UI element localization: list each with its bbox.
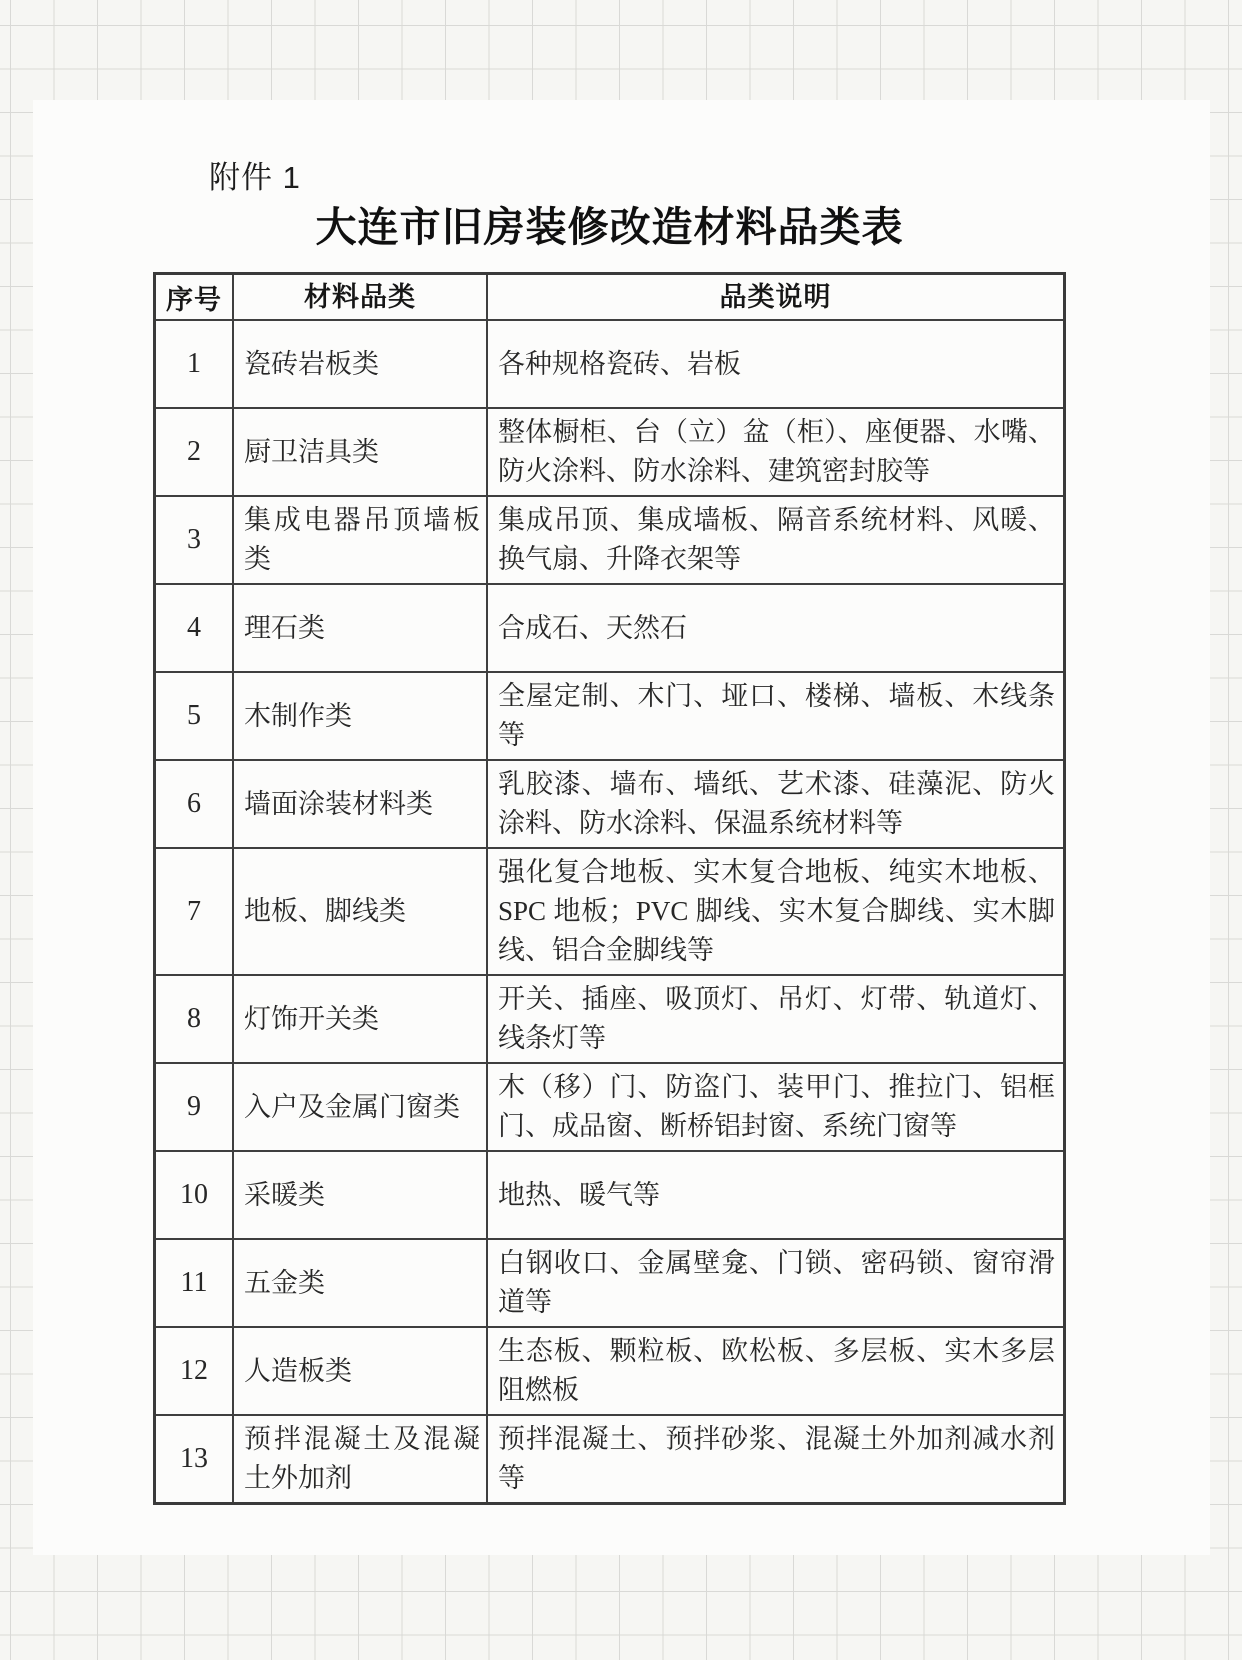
table-row <box>155 408 1065 496</box>
row-number-cell: 12 <box>155 1327 234 1415</box>
table-row <box>155 1415 1065 1504</box>
table-row <box>155 1151 1065 1239</box>
row-number-cell: 3 <box>155 496 234 584</box>
material-category-cell: 灯饰开关类 <box>233 975 487 1063</box>
table-row <box>155 320 1065 408</box>
table-row <box>155 496 1065 584</box>
category-description-cell: 预拌混凝土、预拌砂浆、混凝土外加剂减水剂等 <box>487 1415 1065 1504</box>
category-description-cell: 白钢收口、金属壁龛、门锁、密码锁、窗帘滑道等 <box>487 1239 1065 1327</box>
row-number-cell: 7 <box>155 848 234 975</box>
category-description-cell: 整体橱柜、台（立）盆（柜）、座便器、水嘴、防火涂料、防水涂料、建筑密封胶等 <box>487 408 1065 496</box>
document-title: 大连市旧房装修改造材料品类表 <box>315 204 904 250</box>
row-number-cell: 6 <box>155 760 234 848</box>
category-description-cell: 乳胶漆、墙布、墙纸、艺术漆、硅藻泥、防火涂料、防水涂料、保温系统材料等 <box>487 760 1065 848</box>
attachment-label: 附件 1 <box>209 160 301 195</box>
table-row <box>155 672 1065 760</box>
material-category-cell: 瓷砖岩板类 <box>233 320 487 408</box>
header-material-category: 材料品类 <box>233 274 487 321</box>
material-category-cell: 入户及金属门窗类 <box>233 1063 487 1151</box>
row-number-cell: 9 <box>155 1063 234 1151</box>
category-description-cell: 强化复合地板、实木复合地板、纯实木地板、SPC 地板；PVC 脚线、实木复合脚线、实木脚线、铝合金脚线等 <box>487 848 1065 975</box>
material-category-cell: 集成电器吊顶墙板类 <box>233 496 487 584</box>
table-row <box>155 848 1065 975</box>
row-number-cell: 8 <box>155 975 234 1063</box>
row-number-cell: 2 <box>155 408 234 496</box>
material-category-cell: 五金类 <box>233 1239 487 1327</box>
table-header-row <box>155 274 1065 321</box>
row-number-cell: 5 <box>155 672 234 760</box>
material-category-cell: 理石类 <box>233 584 487 672</box>
table-row <box>155 1327 1065 1415</box>
document-sheet <box>33 100 1210 1555</box>
material-category-cell: 木制作类 <box>233 672 487 760</box>
row-number-cell: 11 <box>155 1239 234 1327</box>
category-description-cell: 合成石、天然石 <box>487 584 1065 672</box>
material-category-cell: 采暖类 <box>233 1151 487 1239</box>
category-description-cell: 地热、暖气等 <box>487 1151 1065 1239</box>
table-row <box>155 760 1065 848</box>
row-number-cell: 10 <box>155 1151 234 1239</box>
category-description-cell: 集成吊顶、集成墙板、隔音系统材料、风暖、换气扇、升降衣架等 <box>487 496 1065 584</box>
table-row <box>155 1063 1065 1151</box>
material-category-cell: 厨卫洁具类 <box>233 408 487 496</box>
table-row <box>155 584 1065 672</box>
category-description-cell: 木（移）门、防盗门、装甲门、推拉门、铝框门、成品窗、断桥铝封窗、系统门窗等 <box>487 1063 1065 1151</box>
table-row <box>155 975 1065 1063</box>
material-category-cell: 墙面涂装材料类 <box>233 760 487 848</box>
row-number-cell: 4 <box>155 584 234 672</box>
category-description-cell: 开关、插座、吸顶灯、吊灯、灯带、轨道灯、线条灯等 <box>487 975 1065 1063</box>
header-category-description: 品类说明 <box>487 274 1065 321</box>
header-serial-number: 序号 <box>155 274 234 321</box>
material-category-cell: 人造板类 <box>233 1327 487 1415</box>
material-category-cell: 地板、脚线类 <box>233 848 487 975</box>
row-number-cell: 1 <box>155 320 234 408</box>
category-description-cell: 生态板、颗粒板、欧松板、多层板、实木多层阻燃板 <box>487 1327 1065 1415</box>
table-row <box>155 1239 1065 1327</box>
material-category-cell: 预拌混凝土及混凝土外加剂 <box>233 1415 487 1504</box>
category-description-cell: 各种规格瓷砖、岩板 <box>487 320 1065 408</box>
materials-table <box>153 272 1066 1505</box>
materials-table-body <box>155 320 1065 1504</box>
row-number-cell: 13 <box>155 1415 234 1504</box>
category-description-cell: 全屋定制、木门、垭口、楼梯、墙板、木线条等 <box>487 672 1065 760</box>
